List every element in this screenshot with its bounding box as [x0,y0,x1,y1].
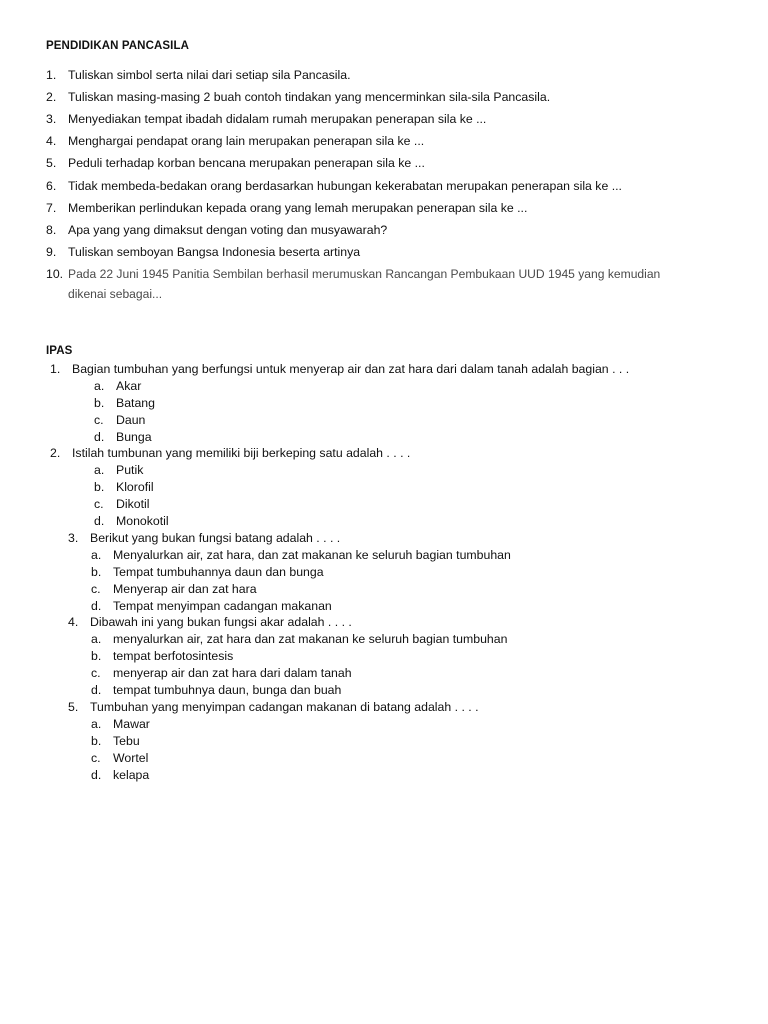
option-letter: b. [94,480,105,494]
question-number: 3. [68,531,79,545]
question-text: Dibawah ini yang bukan fungsi akar adalah . . . . [90,615,352,629]
question-text: Istilah tumbunan yang memiliki biji berkeping satu adalah . . . . [72,446,411,460]
option-letter: d. [94,430,105,444]
option-letter: c. [91,582,101,596]
option-letter: c. [94,413,104,427]
question-number: 2. [50,446,61,460]
option-text: Daun [116,413,146,427]
option-text: Tempat tumbuhannya daun dan bunga [113,565,324,579]
option-letter: a. [94,379,105,393]
question-text: Tuliskan simbol serta nilai dari setiap sila Pancasila. [68,68,351,82]
question-number: 4. [46,134,57,148]
question-text: Tidak membeda-bedakan orang berdasarkan hubungan kekerabatan merupakan penerapan sila ke ... [68,179,622,193]
option-letter: b. [94,396,105,410]
option-text: Tebu [113,734,140,748]
section-title-ipas: IPAS [46,345,73,357]
option-letter: c. [91,751,101,765]
question-text: Apa yang yang dimaksut dengan voting dan musyawarah? [68,223,388,237]
option-text: Mawar [113,717,150,731]
option-letter: a. [91,548,102,562]
option-text: Tempat menyimpan cadangan makanan [113,599,332,613]
option-text: tempat berfotosintesis [113,649,234,663]
option-text: Menyalurkan air, zat hara, dan zat makanan ke seluruh bagian tumbuhan [113,548,511,562]
option-text: Menyerap air dan zat hara [113,582,257,596]
option-text: menyerap air dan zat hara dari dalam tanah [113,666,352,680]
option-letter: d. [91,599,102,613]
option-letter: b. [91,649,102,663]
question-text: Peduli terhadap korban bencana merupakan penerapan sila ke ... [68,156,425,170]
question-number: 5. [68,700,79,714]
option-text: Batang [116,396,155,410]
question-number: 10. [46,267,64,281]
option-text: Dikotil [116,497,150,511]
question-text: Berikut yang bukan fungsi batang adalah . . . . [90,531,341,545]
question-text: Bagian tumbuhan yang berfungsi untuk menyerap air dan zat hara dari dalam tanah adalah bagian . . . [72,362,630,376]
question-text: Menghargai pendapat orang lain merupakan penerapan sila ke ... [68,134,425,148]
option-letter: a. [91,717,102,731]
section-title-pancasila: PENDIDIKAN PANCASILA [46,40,189,52]
question-number: 6. [46,179,57,193]
question-text: Memberikan perlindukan kepada orang yang lemah merupakan penerapan sila ke ... [68,201,528,215]
option-text: Bunga [116,430,152,444]
option-letter: c. [94,497,104,511]
option-letter: b. [91,734,102,748]
option-text: kelapa [113,768,150,782]
question-number: 1. [50,362,61,376]
option-text: tempat tumbuhnya daun, bunga dan buah [113,683,342,697]
pancasila-question-10 [46,266,746,306]
question-text: Tumbuhan yang menyimpan cadangan makanan di batang adalah . . . . [90,700,479,714]
option-text: menyalurkan air, zat hara dan zat makanan ke seluruh bagian tumbuhan [113,632,508,646]
question-text-line-1: Pada 22 Juni 1945 Panitia Sembilan berhasil merumuskan Rancangan Pembukaan UUD 1945 yang kemudian [68,267,661,281]
question-number: 1. [46,68,57,82]
option-letter: a. [94,463,105,477]
question-number: 8. [46,223,57,237]
question-number: 3. [46,112,57,126]
option-text: Putik [116,463,144,477]
question-number: 4. [68,615,79,629]
question-text: Tuliskan masing-masing 2 buah contoh tindakan yang mencerminkan sila-sila Pancasila. [68,90,551,104]
option-letter: d. [94,514,105,528]
question-text: Menyediakan tempat ibadah didalam rumah merupakan penerapan sila ke ... [68,112,487,126]
option-text: Akar [116,379,142,393]
option-text: Monokotil [116,514,169,528]
option-letter: a. [91,632,102,646]
option-text: Klorofil [116,480,154,494]
question-text: Tuliskan semboyan Bangsa Indonesia beserta artinya [68,245,361,259]
option-letter: c. [91,666,101,680]
option-letter: d. [91,683,102,697]
option-text: Wortel [113,751,149,765]
question-number: 2. [46,90,57,104]
option-letter: b. [91,565,102,579]
question-number: 7. [46,201,57,215]
question-text-line-2: dikenai sebagai... [68,287,163,301]
option-letter: d. [91,768,102,782]
question-number: 5. [46,156,57,170]
question-number: 9. [46,245,57,259]
